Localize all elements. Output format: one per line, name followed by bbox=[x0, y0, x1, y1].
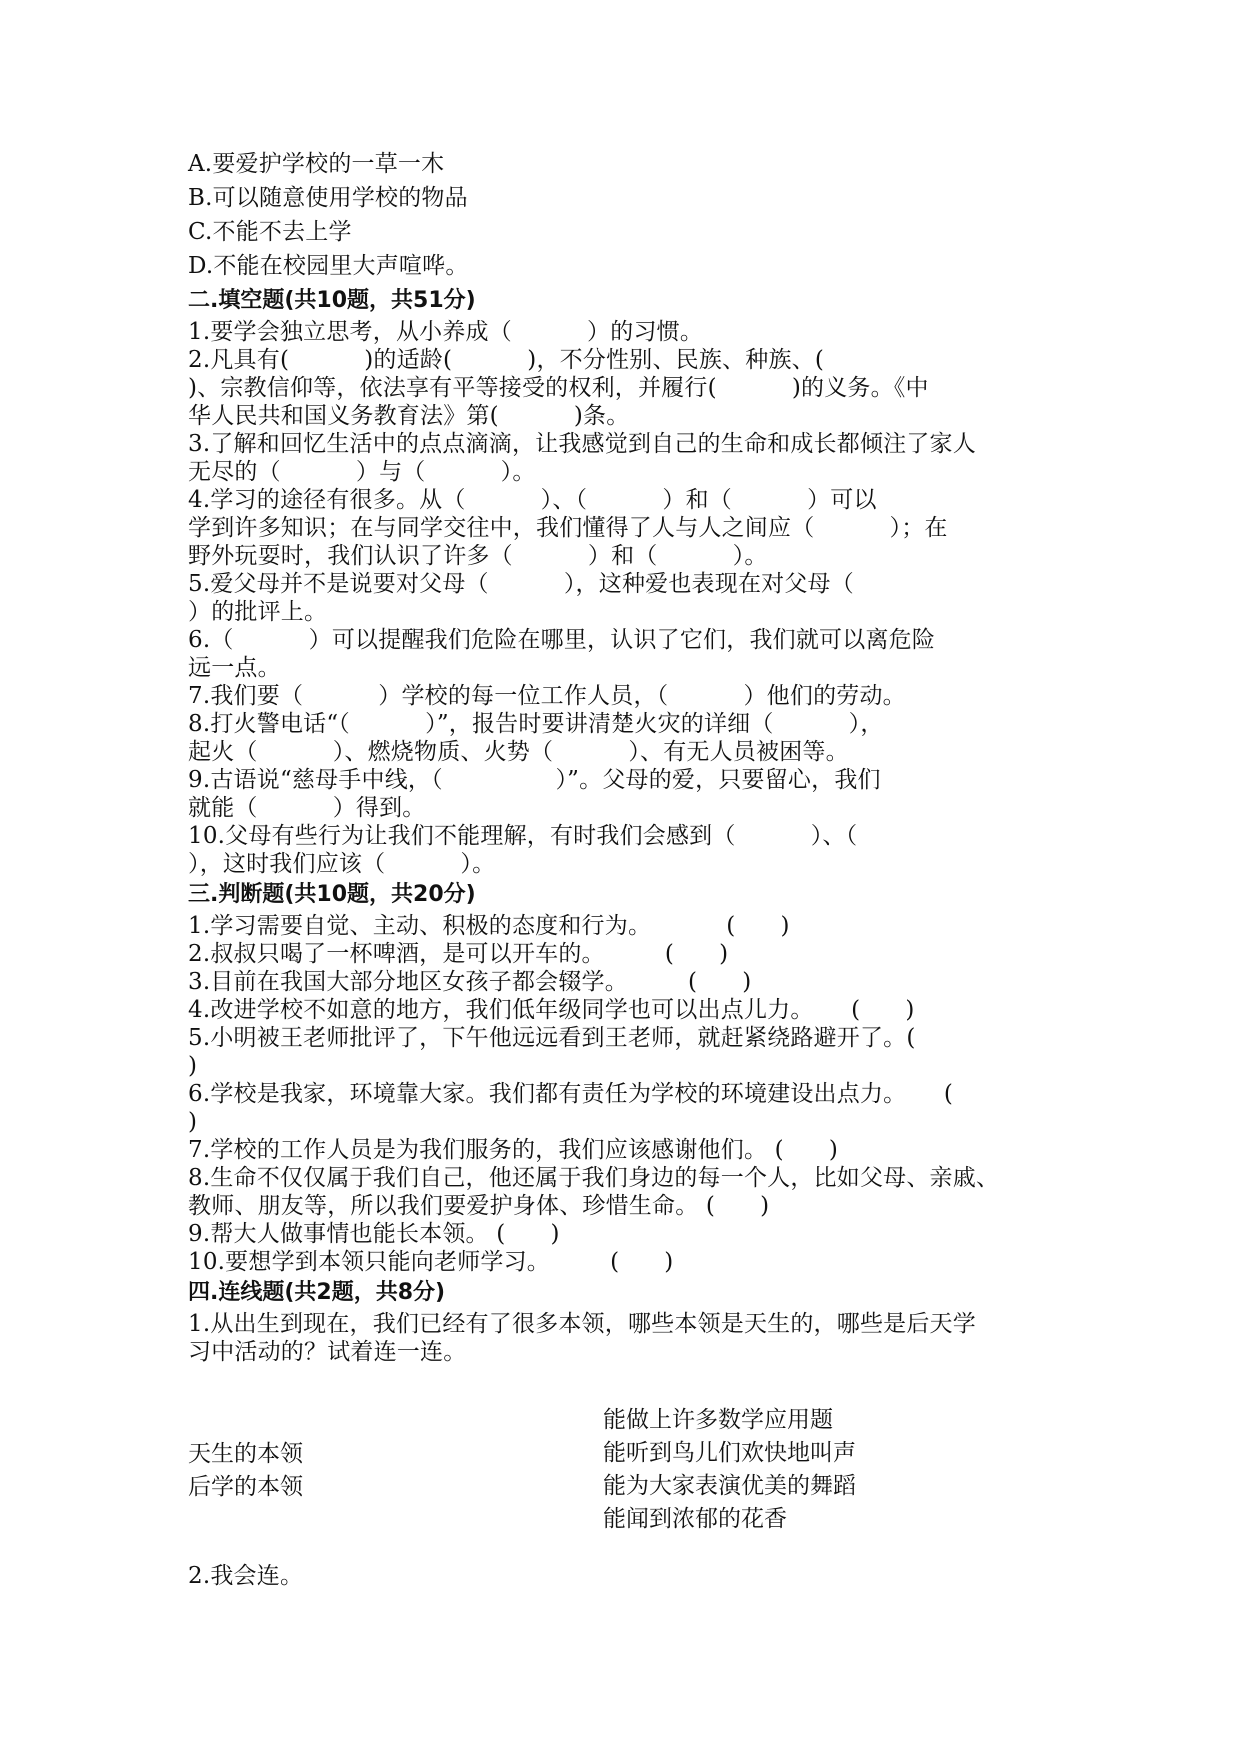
true-false-line: 3.目前在我国大部分地区女孩子都会辍学。 ( ) bbox=[188, 969, 752, 995]
matching-right-item[interactable]: 能为大家表演优美的舞蹈 bbox=[603, 1473, 856, 1499]
true-false-line: ) bbox=[188, 1053, 198, 1079]
fill-blank-line: 9.古语说“慈母手中线，（ ）”。父母的爱，只要留心，我们 bbox=[188, 767, 881, 793]
fill-blank-line: 5.爱父母并不是说要对父母（ ），这种爱也表现在对父母（ bbox=[188, 571, 854, 597]
page-content bbox=[188, 150, 1068, 1590]
matching-right-item[interactable]: 能闻到浓郁的花香 bbox=[603, 1506, 787, 1532]
option-a: A.要爱护学校的一草一木 bbox=[188, 151, 445, 177]
true-false-line: ) bbox=[188, 1109, 198, 1135]
fill-blank-line: 1.要学会独立思考，从小养成（ ）的习惯。 bbox=[188, 319, 704, 345]
option-d: D.不能在校园里大声喧哗。 bbox=[188, 253, 469, 279]
true-false-line: 1.学习需要自觉、主动、积极的态度和行为。 ( ) bbox=[188, 913, 790, 939]
matching-q1-line-2: 习中活动的？试着连一连。 bbox=[188, 1339, 467, 1365]
section-heading-matching: 四.连线题(共2题，共8分) bbox=[188, 1280, 446, 1305]
true-false-line: 2.叔叔只喝了一杯啤酒，是可以开车的。 ( ) bbox=[188, 941, 729, 967]
true-false-line: 5.小明被王老师批评了，下午他远远看到王老师，就赶紧绕路避开了。( bbox=[188, 1025, 916, 1051]
fill-blank-line: 7.我们要（ ）学校的每一位工作人员，（ ）他们的劳动。 bbox=[188, 683, 906, 709]
fill-blank-line: 起火（ ）、燃烧物质、火势（ ）、有无人员被困等。 bbox=[188, 739, 849, 765]
true-false-line: 6.学校是我家，环境靠大家。我们都有责任为学校的环境建设出点力。 ( bbox=[188, 1081, 954, 1107]
fill-blank-line: 远一点。 bbox=[188, 655, 281, 681]
fill-blank-line: 华人民共和国义务教育法》第( )条。 bbox=[188, 403, 630, 429]
fill-blank-line: ），这时我们应该（ ）。 bbox=[188, 851, 496, 877]
true-false-line: 9.帮大人做事情也能长本领。 ( ) bbox=[188, 1221, 560, 1247]
matching-area bbox=[188, 1404, 1068, 1554]
fill-blank-line: 4.学习的途径有很多。从（ ）、（ ）和（ ）可以 bbox=[188, 487, 877, 513]
true-false-line: 8.生命不仅仅属于我们自己，他还属于我们身边的每一个人，比如父母、亲戚、 bbox=[188, 1165, 1000, 1191]
fill-blank-line: 10.父母有些行为让我们不能理解，有时我们会感到（ ）、（ bbox=[188, 823, 858, 849]
matching-q1-line-1: 1.从出生到现在，我们已经有了很多本领，哪些本领是天生的，哪些是后天学 bbox=[188, 1311, 976, 1337]
matching-right-item[interactable]: 能做上许多数学应用题 bbox=[603, 1407, 833, 1433]
matching-right-item[interactable]: 能听到鸟儿们欢快地叫声 bbox=[603, 1440, 856, 1466]
matching-left-column bbox=[188, 1438, 303, 1504]
fill-blank-line: 2.凡具有( )的适龄( )，不分性别、民族、种族、( bbox=[188, 347, 825, 373]
choice-options bbox=[188, 150, 1068, 280]
fill-blank-line: 无尽的（ ）与（ ）。 bbox=[188, 459, 536, 485]
matching-right-column bbox=[603, 1404, 856, 1536]
fill-blank-line: 学到许多知识；在与同学交往中，我们懂得了人与人之间应（ ）；在 bbox=[188, 515, 948, 541]
fill-blank-line: 8.打火警电话“（ ）”，报告时要讲清楚火灾的详细（ ）， bbox=[188, 711, 884, 737]
matching-q2: 2.我会连。 bbox=[188, 1563, 304, 1589]
true-false-line: 4.改进学校不如意的地方，我们低年级同学也可以出点儿力。 ( ) bbox=[188, 997, 915, 1023]
true-false-line: 教师、朋友等，所以我们要爱护身体、珍惜生命。 ( ) bbox=[188, 1193, 770, 1219]
true-false-questions bbox=[188, 912, 1068, 1276]
matching-left-item[interactable]: 后学的本领 bbox=[188, 1474, 303, 1500]
fill-blank-line: )、宗教信仰等，依法享有平等接受的权利，并履行( )的义务。《中 bbox=[188, 375, 929, 401]
fill-blank-line: 6.（ ）可以提醒我们危险在哪里，认识了它们，我们就可以离危险 bbox=[188, 627, 936, 653]
fill-blank-line: ）的批评上。 bbox=[188, 599, 328, 625]
true-false-line: 7.学校的工作人员是为我们服务的，我们应该感谢他们。 ( ) bbox=[188, 1137, 839, 1163]
option-b: B.可以随意使用学校的物品 bbox=[188, 185, 468, 211]
true-false-line: 10.要想学到本领只能向老师学习。 ( ) bbox=[188, 1249, 674, 1275]
section-heading-true-false: 三.判断题(共10题，共20分) bbox=[188, 882, 476, 907]
matching-left-item[interactable]: 天生的本领 bbox=[188, 1441, 303, 1467]
section-heading-fill-blank: 二.填空题(共10题，共51分) bbox=[188, 288, 476, 313]
fill-blank-line: 就能（ ）得到。 bbox=[188, 795, 426, 821]
fill-blank-line: 3.了解和回忆生活中的点点滴滴，让我感觉到自己的生命和成长都倾注了家人 bbox=[188, 431, 976, 457]
fill-blank-line: 野外玩耍时，我们认识了许多（ ）和（ ）。 bbox=[188, 543, 768, 569]
fill-blank-questions bbox=[188, 318, 1068, 878]
option-c: C.不能不去上学 bbox=[188, 219, 352, 245]
